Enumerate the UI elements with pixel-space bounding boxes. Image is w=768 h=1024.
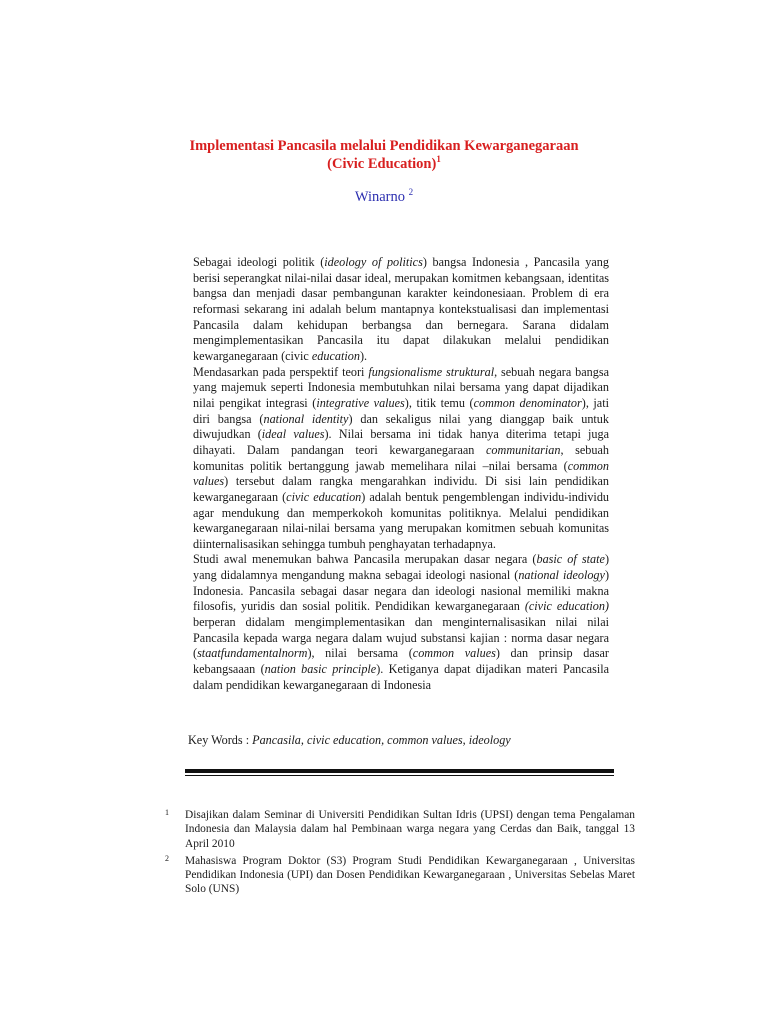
abstract-term: common values <box>412 646 496 661</box>
footnote-separator-thin <box>185 775 614 776</box>
abstract-text: ), titik temu ( <box>404 395 474 410</box>
abstract-term: (civic education) <box>524 599 609 614</box>
footnote-separator-thick <box>185 769 614 773</box>
abstract-text: ) dan sekaligus nilai yang dianggap baik untuk diwujudkan ( <box>193 411 609 442</box>
abstract-term: education <box>311 348 360 363</box>
abstract-text: ) bangsa Indonesia , Pancasila yang berisi seperangkat nilai-nilai dasar ideal, merupakan komitmen kebangsaan, identitas bangsa dan menjadi dasar pembangunan karakter keindonesiaan. Problem di era reformasi sekarang ini adalah belum mantapnya kontekstualisasi dan implementasi Pancasila dalam kehidupan berbangsa dan bernegara. Sarana didalam mengimplementasikan Pancasila itu dapat dilakukan melalui pendidikan kewarganegaraan (civic <box>193 255 609 363</box>
abstract-term: civic education <box>286 489 362 504</box>
abstract-text: Sebagai ideologi politik ( <box>193 255 325 269</box>
abstract-text: berperan didalam mengimplementasikan dan menginternalisasikan nilai nilai Pancasila kepada warga negara dalam wujud substansi kajian : norma dasar negara ( <box>193 615 609 661</box>
abstract-text: ) Indonesia. Pancasila sebagai dasar negara dan ideologi nasional memiliki makna filosofis, yuridis dan sosial politik. Pendidikan kewarganegaraan <box>193 568 609 614</box>
keywords <box>188 732 628 748</box>
footnote-2-text: Mahasiswa Program Doktor (S3) Program Studi Pendidikan Kewarganegaraan , Universitas Pendidikan Indonesia (UPI) dan Dosen Pendidikan Kewarganegaraan , Universitas Sebelas Maret Solo (UNS) <box>185 854 635 896</box>
paper-title <box>0 137 768 173</box>
abstract-text: ). <box>359 348 368 363</box>
title-line-2 <box>0 155 768 173</box>
keywords-label: Key Words : <box>188 733 253 747</box>
abstract-term: staatfundamentalnorm <box>197 646 308 661</box>
abstract-term: common denominator <box>473 395 582 410</box>
keywords-terms: Pancasila, civic education, common values, ideology <box>252 733 511 747</box>
abstract <box>193 255 609 693</box>
abstract-term: communitarian <box>486 442 561 457</box>
abstract-paragraph-2 <box>193 365 609 553</box>
abstract-term: ideology of politics <box>324 255 423 269</box>
abstract-term: fungsionalisme struktural <box>368 364 495 379</box>
abstract-term: ideal values <box>261 427 325 442</box>
footnote-1-text: Disajikan dalam Seminar di Universiti Pendidikan Sultan Idris (UPSI) dengan tema Pengalaman Indonesia dan Malaysia dalam hal Pembinaan warga negara yang Cerdas dan Baik, tanggal 13 April 2010 <box>185 809 635 850</box>
abstract-text: Studi awal menemukan bahwa Pancasila merupakan dasar negara ( <box>193 552 537 567</box>
abstract-term: national ideology <box>518 568 605 583</box>
abstract-term: nation basic principle <box>264 662 377 677</box>
abstract-text: ) adalah bentuk pengemblengan individu-individu agar mendukung dan memperkokoh komunitas politiknya. Melalui pendidikan kewarganegaraan nilai-nilai bersama yang merupakan komitmen sebuah komunitas diinternalisasikan sehingga tumbuh penghayatan terhadapnya. <box>193 489 610 551</box>
footnote-2 <box>165 854 635 897</box>
footnote-1 <box>165 808 635 851</box>
abstract-text: , sebuah negara bangsa yang majemuk seperti Indonesia membutuhkan nilai bersama yang dapat dijadikan nilai pengikat integrasi ( <box>193 364 609 410</box>
footnote-1-number: 1 <box>165 808 169 817</box>
title-line-2-text: (Civic Education) <box>327 156 437 172</box>
abstract-text: ), nilai bersama ( <box>307 646 413 661</box>
abstract-text: ) dan prinsip dasar kebangsaaan ( <box>193 646 609 677</box>
author-footnote-marker: 2 <box>408 187 414 198</box>
abstract-text: Mendasarkan pada perspektif teori <box>193 364 369 379</box>
title-line-1: Implementasi Pancasila melalui Pendidikan Kewarganegaraan <box>189 138 579 154</box>
footnotes <box>165 808 635 897</box>
abstract-term: common values <box>193 458 609 489</box>
footnote-2-number: 2 <box>165 853 169 863</box>
abstract-term: integrative values <box>316 395 405 410</box>
abstract-text: ). Nilai bersama ini tidak hanya diterima tetapi juga dihayati. Dalam pandangan teori kewarganegaraan <box>193 427 609 457</box>
abstract-term: national identity <box>263 411 349 426</box>
author-line <box>0 189 768 206</box>
abstract-text: ). Ketiganya dapat dijadikan materi Pancasila dalam pendidikan kewarganegaraan di Indonesia <box>193 662 609 692</box>
abstract-text: , sebuah komunitas politik bertanggung jawab memelihara nilai –nilai bersama ( <box>193 442 610 473</box>
abstract-text: ), jati diri bangsa ( <box>193 395 609 426</box>
abstract-text: ) tersebut dalam rangka mengarahkan individu. Di sisi lain pendidikan kewarganegaraan ( <box>193 474 609 504</box>
title-footnote-marker: 1 <box>436 154 441 165</box>
author-name: Winarno <box>354 189 406 205</box>
abstract-term: basic of state <box>536 552 605 567</box>
abstract-paragraph-3 <box>193 552 609 693</box>
abstract-text: ) yang didalamnya mengandung makna sebagai ideologi nasional ( <box>193 552 609 583</box>
abstract-paragraph-1 <box>193 255 609 365</box>
